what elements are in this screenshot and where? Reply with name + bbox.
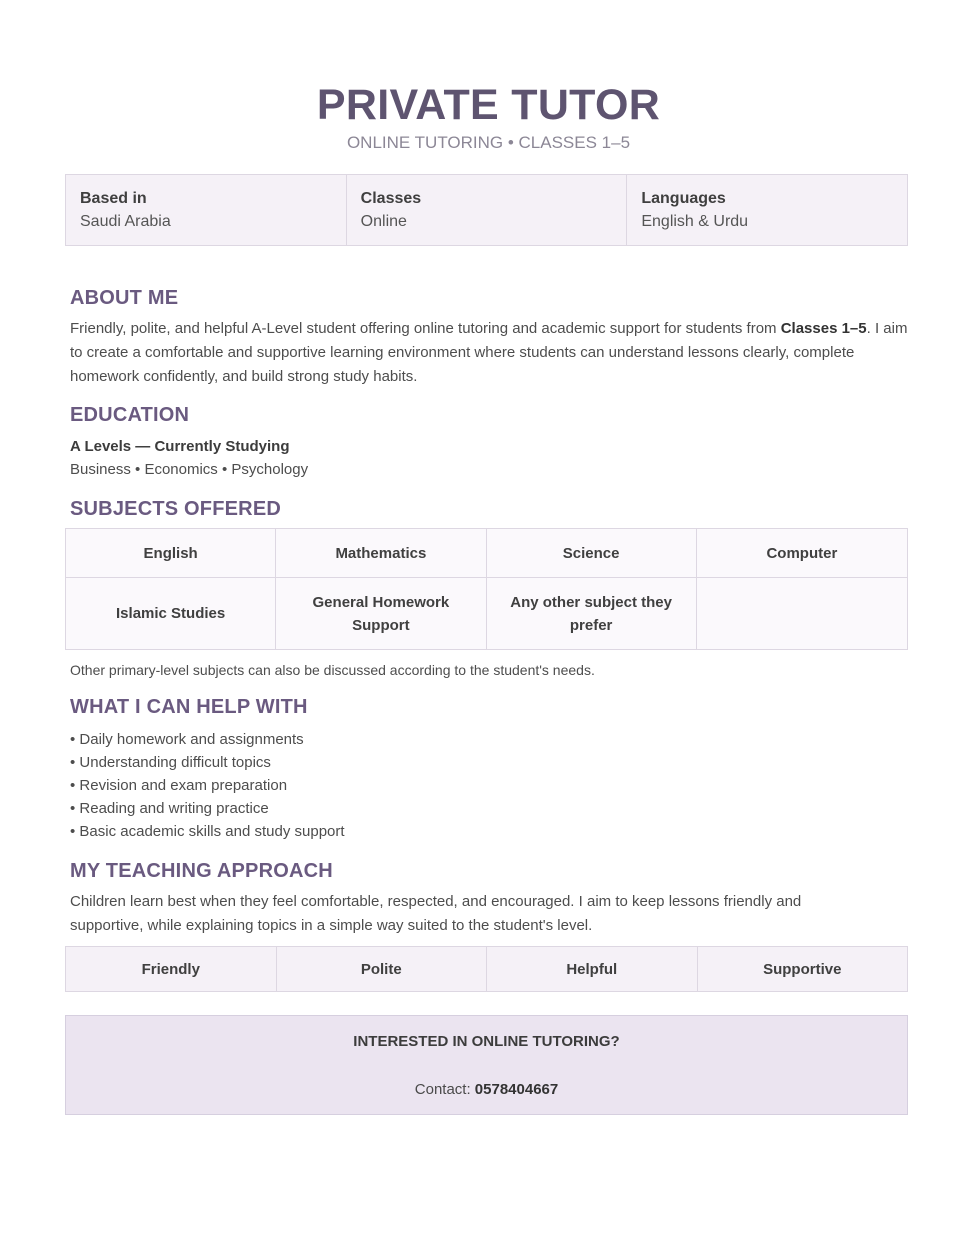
education-heading: EDUCATION <box>70 404 190 426</box>
trait-cell: Supportive <box>763 960 842 978</box>
list-item: • Daily homework and assignments <box>70 731 304 748</box>
traits-bar <box>65 946 908 992</box>
subject-cell <box>697 578 907 649</box>
info-cell-languages <box>627 175 907 245</box>
list-item: • Revision and exam preparation <box>70 777 288 794</box>
help-heading: WHAT I CAN HELP WITH <box>70 696 308 718</box>
subject-cell: Computer <box>697 529 907 578</box>
subject-cell: General Homework Support <box>276 578 486 649</box>
about-heading: ABOUT ME <box>70 287 179 309</box>
info-cell-location <box>66 175 347 245</box>
contact-phone: 0578404667 <box>474 1081 559 1098</box>
subject-cell: Mathematics <box>276 529 486 578</box>
subjects-heading: SUBJECTS OFFERED <box>70 498 282 520</box>
subjects-table <box>65 528 908 650</box>
info-label: Based in <box>80 190 147 207</box>
info-value: English & Urdu <box>641 213 749 230</box>
info-cell-classes <box>347 175 628 245</box>
approach-paragraph: Children learn best when they feel comfortable, respected, and encouraged. I aim to keep lessons friendly and supportive, while explaining topics in a simple way suited to the student's level. <box>70 893 802 934</box>
info-label: Classes <box>360 190 422 207</box>
info-value: Saudi Arabia <box>80 213 171 230</box>
subjects-note: Other primary-level subjects can also be discussed according to the student's needs. <box>70 662 595 678</box>
education-title: A Levels — Currently Studying <box>70 438 290 455</box>
education-subjects: Business • Economics • Psychology <box>70 461 309 478</box>
subject-cell: Science <box>487 529 697 578</box>
subject-cell: Islamic Studies <box>66 578 276 649</box>
list-item: • Understanding difficult topics <box>70 754 271 771</box>
info-value: Online <box>360 213 407 230</box>
contact-box <box>65 1015 908 1115</box>
page-subtitle: ONLINE TUTORING • CLASSES 1–5 <box>346 133 631 152</box>
subject-cell: Any other subject they prefer <box>487 578 697 649</box>
subject-cell: English <box>66 529 276 578</box>
info-label: Languages <box>641 190 726 207</box>
approach-heading: MY TEACHING APPROACH <box>70 860 333 882</box>
about-text-end: . I aim to create a comfortable and supportive learning environment where students can understand lessons clearly, complete homework confidently, and build strong study habits. <box>70 320 908 385</box>
trait-cell: Polite <box>277 947 488 991</box>
list-item: • Reading and writing practice <box>70 800 269 817</box>
info-box <box>65 174 908 246</box>
contact-title: INTERESTED IN ONLINE TUTORING? <box>353 1033 620 1050</box>
about-text-bold: Classes 1–5 <box>780 320 867 337</box>
about-paragraph <box>70 317 910 389</box>
trait-cell: Friendly <box>66 947 277 991</box>
page-title: PRIVATE TUTOR <box>316 81 661 129</box>
list-item: • Basic academic skills and study support <box>70 823 345 840</box>
help-list <box>70 728 345 843</box>
about-text-start: Friendly, polite, and helpful A-Level student offering online tutoring and academic support for students from <box>70 320 781 337</box>
contact-line <box>66 1080 907 1100</box>
trait-cell: Helpful <box>487 947 698 991</box>
contact-label: Contact: <box>414 1081 475 1098</box>
